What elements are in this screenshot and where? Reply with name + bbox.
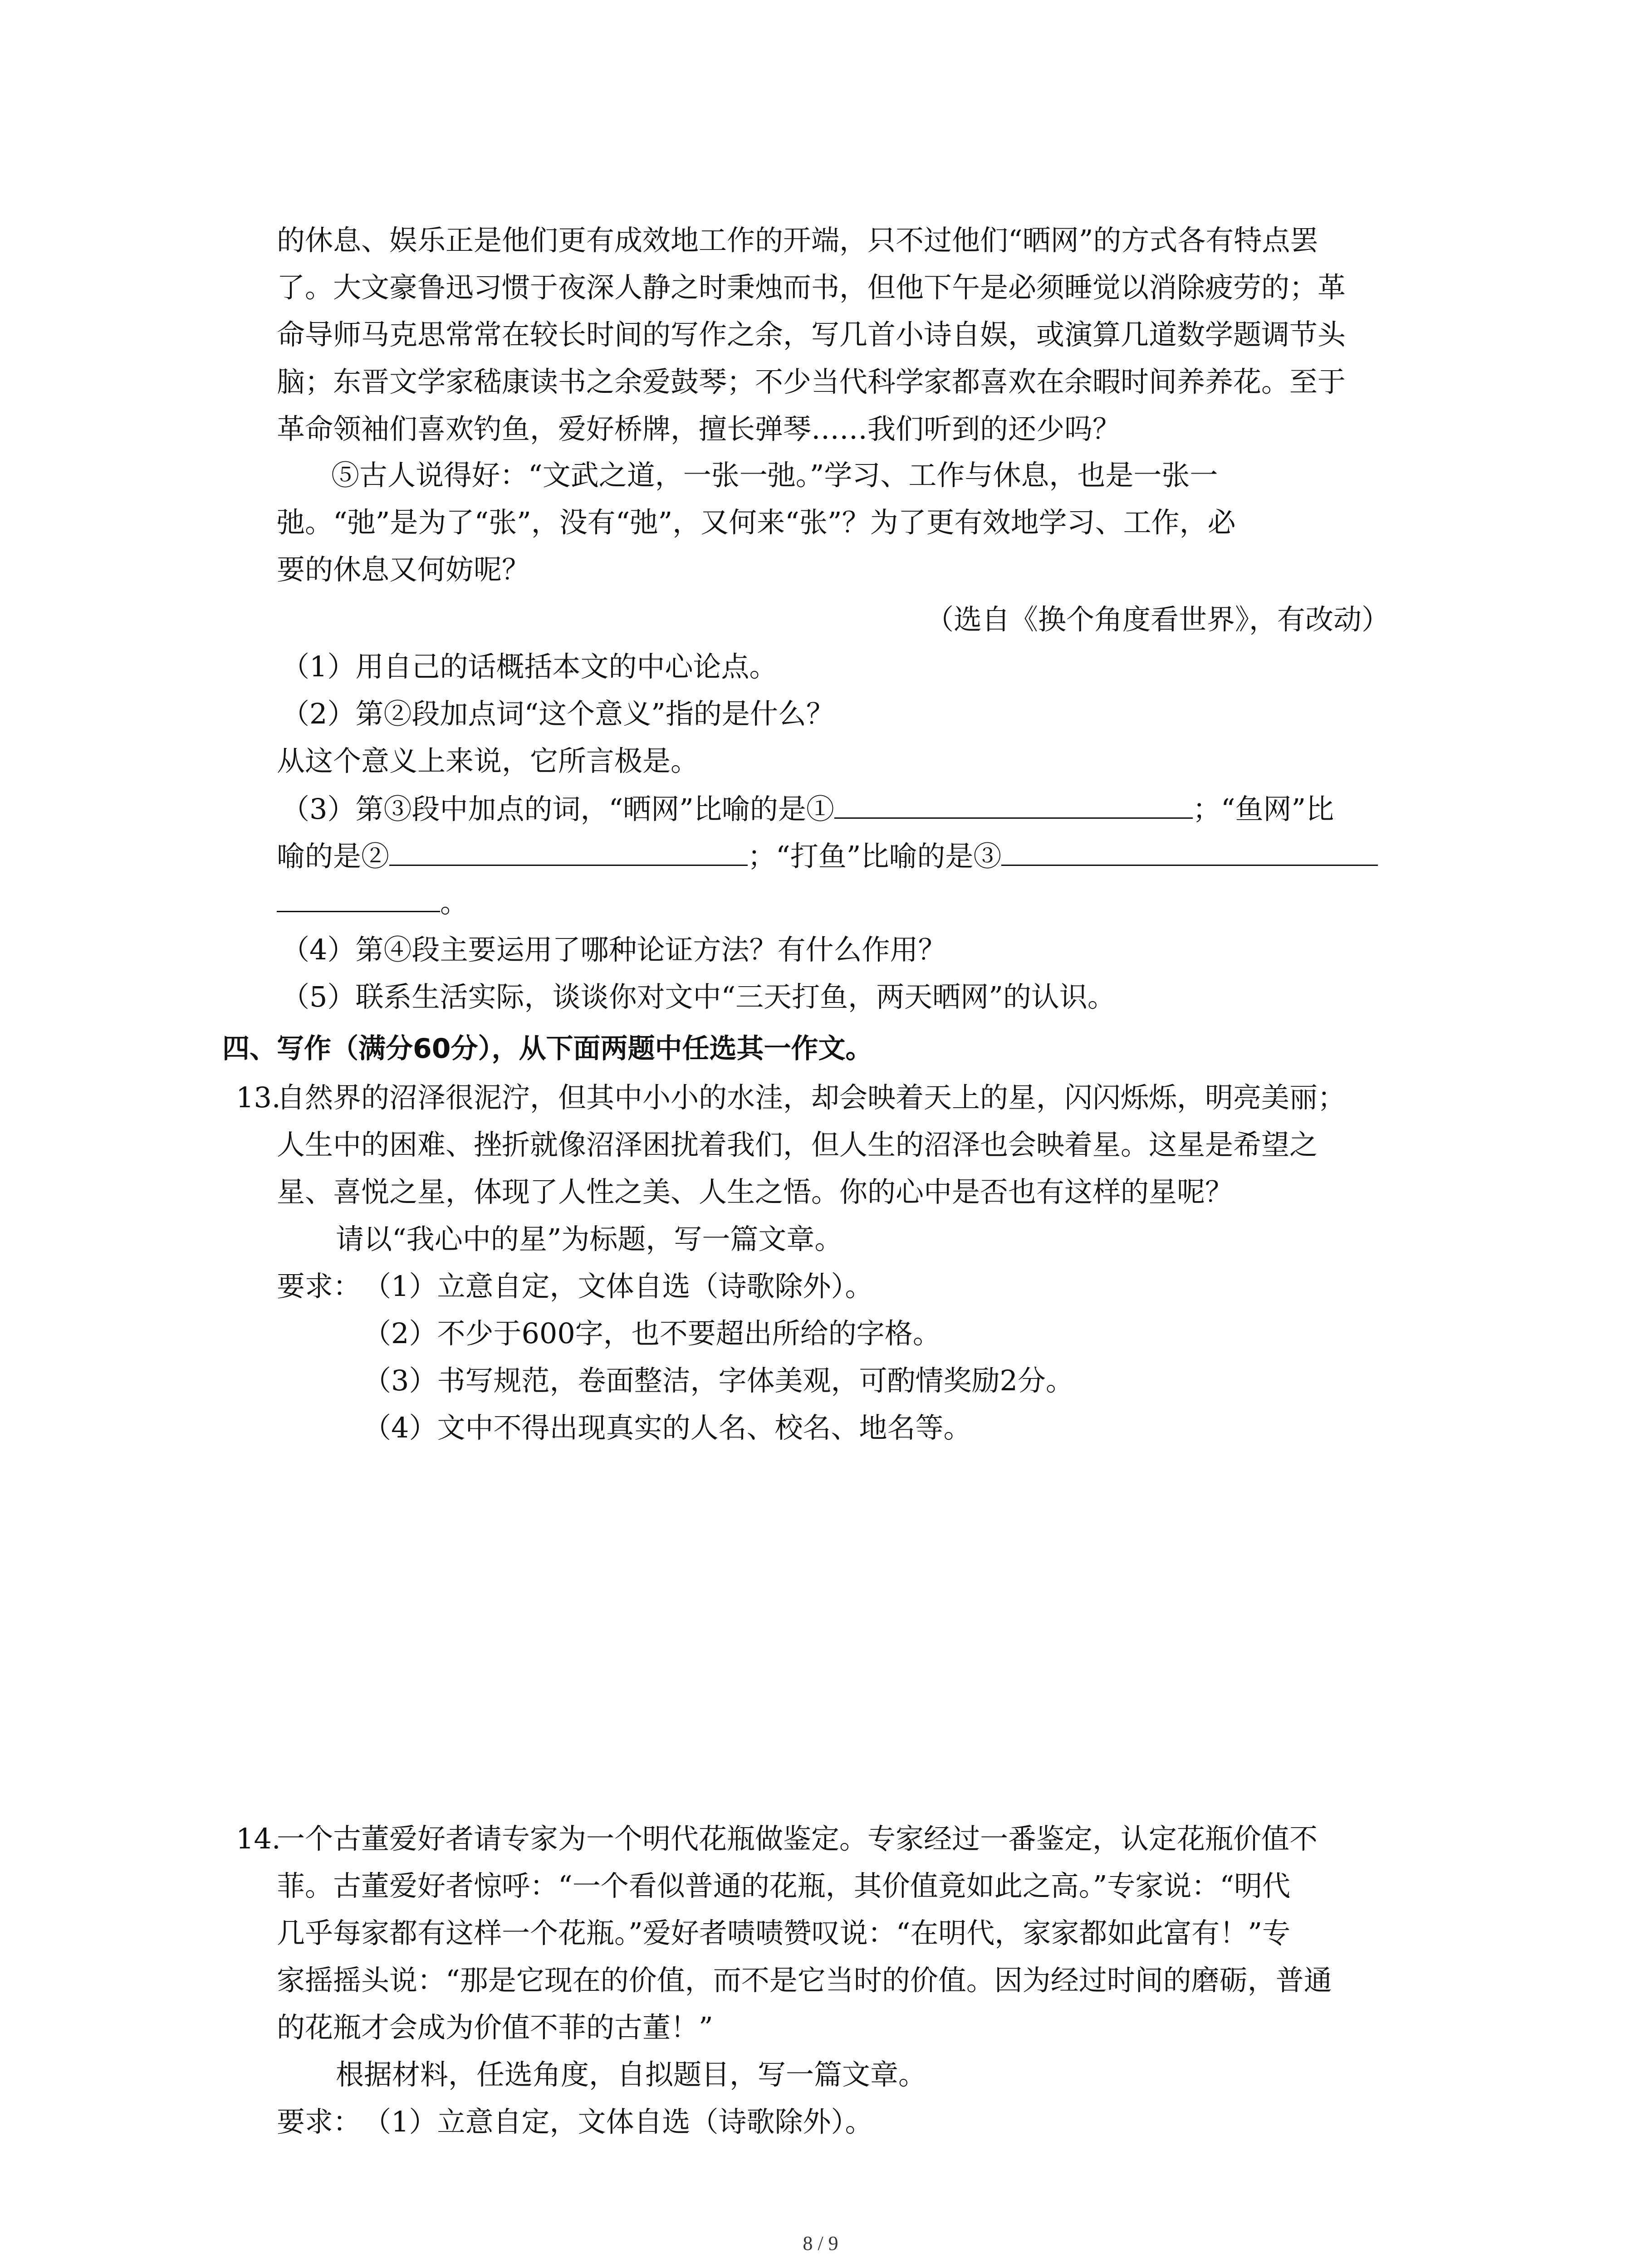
q13-prompt: 请以“我心中的星”为标题，写一篇文章。 bbox=[336, 1222, 843, 1256]
question-3-line-3 bbox=[277, 880, 1456, 925]
question-3-text: （3）第③段中加点的词，“晒网”比喻的是① bbox=[281, 792, 834, 826]
passage-line: 弛。“弛”是为了“张”，没有“弛”，又何来“张”？为了更有效地学习、工作，必 bbox=[277, 506, 1236, 539]
answer-blank-3-continued[interactable] bbox=[277, 885, 440, 912]
q13-requirement: （1）立意自定，文体自选（诗歌除外）。 bbox=[363, 1270, 873, 1303]
q14-requirement: （1）立意自定，文体自选（诗歌除外）。 bbox=[363, 2105, 873, 2138]
question-3-text: 。 bbox=[440, 886, 469, 919]
q13-requirement: （4）文中不得出现真实的人名、校名、地名等。 bbox=[363, 1411, 972, 1444]
q14-line: 一个古董爱好者请专家为一个明代花瓶做鉴定。专家经过一番鉴定，认定花瓶价值不 bbox=[277, 1822, 1318, 1855]
q14-line: 的花瓶才会成为价值不菲的古董！” bbox=[277, 2011, 713, 2044]
question-3-text: 喻的是② bbox=[277, 840, 390, 873]
question-3-line-1 bbox=[281, 787, 1461, 832]
passage-line: 的休息、娱乐正是他们更有成效地工作的开端，只不过他们“晒网”的方式各有特点罢 bbox=[277, 224, 1318, 257]
passage-line: 了。大文豪鲁迅习惯于夜深人静之时秉烛而书，但他下午是必须睡觉以消除疲劳的；革 bbox=[277, 271, 1346, 304]
answer-blank-3[interactable] bbox=[1001, 839, 1378, 866]
q13-requirements-label: 要求： bbox=[277, 1270, 362, 1303]
q13-line: 人生中的困难、挫折就像沼泽困扰着我们，但人生的沼泽也会映着星。这星是希望之 bbox=[277, 1128, 1318, 1161]
question-3-line-2 bbox=[277, 834, 1456, 879]
passage-line: 命导师马克思常常在较长时间的写作之余，写几首小诗自娱，或演算几道数学题调节头 bbox=[277, 318, 1346, 351]
passage-line: 脑；东晋文学家嵇康读书之余爱鼓琴；不少当代科学家都喜欢在余暇时间养养花。至于 bbox=[277, 365, 1346, 398]
question-2-continuation: 从这个意义上来说，它所言极是。 bbox=[277, 744, 699, 777]
q14-line: 家摇摇头说：“那是它现在的价值，而不是它当时的价值。因为经过时间的磨砺，普通 bbox=[277, 1964, 1332, 1997]
q14-requirements-label: 要求： bbox=[277, 2105, 362, 2138]
question-4: （4）第④段主要运用了哪种论证方法？有什么作用？ bbox=[281, 933, 946, 966]
q13-line: 自然界的沼泽很泥泞，但其中小小的水洼，却会映着天上的星，闪闪烁烁，明亮美丽； bbox=[277, 1081, 1346, 1114]
question-number: 14. bbox=[236, 1822, 281, 1855]
q13-requirement: （3）书写规范，卷面整洁，字体美观，可酌情奖励2分。 bbox=[363, 1364, 1074, 1397]
passage-line: ⑤古人说得好：“文武之道，一张一弛。”学习、工作与休息，也是一张一 bbox=[331, 459, 1218, 492]
section-heading: 四、写作（满分60分），从下面两题中任选其一作文。 bbox=[222, 1033, 873, 1065]
passage-line: 要的休息又何妨呢？ bbox=[277, 553, 530, 586]
question-5: （5）联系生活实际，谈谈你对文中“三天打鱼，两天晒网”的认识。 bbox=[281, 980, 1116, 1013]
question-number: 13. bbox=[236, 1081, 281, 1114]
question-2: （2）第②段加点词“这个意义”指的是什么？ bbox=[281, 697, 834, 730]
q13-requirement: （2）不少于600字，也不要超出所给的字格。 bbox=[363, 1317, 941, 1350]
question-3-text: ；“打鱼”比喻的是③ bbox=[748, 840, 1002, 873]
question-3-text: ；“鱼网”比 bbox=[1192, 792, 1334, 826]
passage-source: （选自《换个角度看世界》，有改动） bbox=[926, 603, 1390, 636]
page-number: 8 / 9 bbox=[803, 2232, 838, 2254]
q14-prompt: 根据材料，任选角度，自拟题目，写一篇文章。 bbox=[336, 2058, 927, 2091]
q14-line: 几乎每家都有这样一个花瓶。”爱好者啧啧赞叹说：“在明代，家家都如此富有！”专 bbox=[277, 1916, 1291, 1950]
question-1: （1）用自己的话概括本文的中心论点。 bbox=[281, 650, 778, 683]
q14-line: 菲。古董爱好者惊呼：“一个看似普通的花瓶，其价值竟如此之高。”专家说：“明代 bbox=[277, 1869, 1291, 1902]
passage-line: 革命领袖们喜欢钓鱼，爱好桥牌，擅长弹琴……我们听到的还少吗？ bbox=[277, 412, 1121, 445]
answer-blank-2[interactable] bbox=[389, 839, 748, 866]
answer-blank-1[interactable] bbox=[834, 792, 1193, 819]
q13-line: 星、喜悦之星，体现了人性之美、人生之悟。你的心中是否也有这样的星呢？ bbox=[277, 1175, 1234, 1208]
